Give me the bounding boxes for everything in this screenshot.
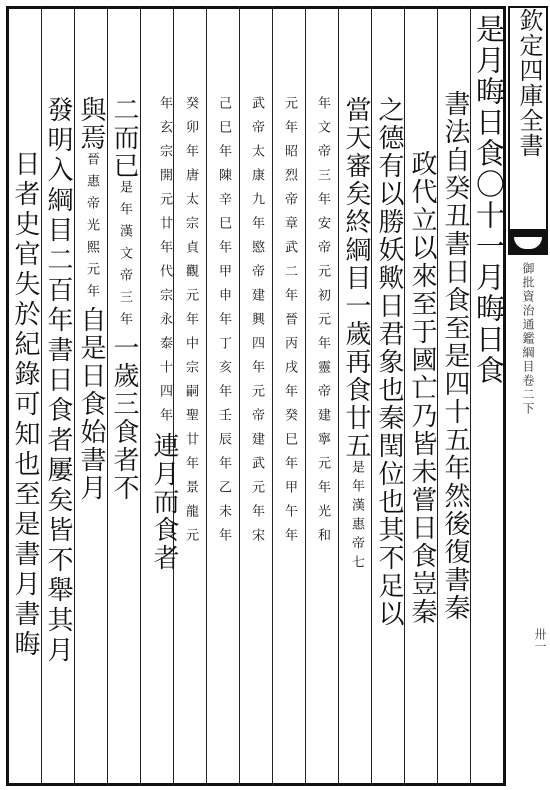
folio-number: 卅一 bbox=[533, 628, 547, 652]
column-rule bbox=[41, 6, 42, 786]
column-14-faming: 發明入綱目二百年書日食者屢矣皆不舉其月 bbox=[43, 96, 73, 666]
column-13-note: 晉惠帝光熙元年 bbox=[84, 152, 99, 306]
column-11 bbox=[150, 96, 178, 572]
column-4: 之德有以勝妖歟日君象也秦閏位也其不足以 bbox=[374, 96, 404, 628]
column-2-text: 自癸丑書日食至是四十五年然後復書秦 bbox=[440, 146, 470, 622]
column-10-note: 癸卯年唐太宗貞觀元年中宗嗣聖廿年景龍元 bbox=[183, 96, 198, 552]
column-rule bbox=[437, 6, 438, 786]
column-2 bbox=[441, 90, 469, 622]
book-name: 御批資治通鑑綱目 bbox=[521, 262, 535, 374]
column-13-text: 與焉 bbox=[76, 96, 106, 152]
book-header-title: 欽定四庫全書 bbox=[515, 8, 543, 158]
column-1-heading: 是月晦日食〇十一月晦日食 bbox=[472, 14, 506, 386]
column-3: 政代立以來至于國亡乃皆未嘗日食豈秦 bbox=[407, 150, 437, 626]
column-rule bbox=[206, 6, 207, 786]
column-12-tail: 一歲三食者不 bbox=[109, 334, 139, 502]
column-rule bbox=[239, 6, 240, 786]
column-5 bbox=[342, 96, 370, 574]
column-rule bbox=[305, 6, 306, 786]
column-rule bbox=[74, 6, 75, 786]
column-6-note: 年文帝三年安帝元初元年靈帝建寧元年光和 bbox=[315, 96, 330, 552]
column-rule bbox=[338, 6, 339, 786]
column-9-note: 己巳年陳辛巳年甲申年丁亥年壬辰年乙未年 bbox=[216, 96, 231, 552]
column-rule bbox=[470, 6, 471, 786]
column-rule bbox=[107, 6, 108, 786]
volume-number: 卷二下 bbox=[521, 374, 535, 416]
volume-label bbox=[520, 262, 537, 416]
column-rule bbox=[140, 6, 141, 786]
column-11-note: 年玄宗開元廿年代宗永泰十四年 bbox=[157, 96, 172, 432]
column-7-note: 元年昭烈帝章武二年晉丙戌年癸巳年甲午年 bbox=[282, 96, 297, 552]
column-5-note: 是年漢惠帝七 bbox=[349, 460, 364, 574]
column-8-note: 武帝太康九年愍帝建興四年元帝建武元年宋 bbox=[249, 96, 264, 552]
column-11-text: 連月而食者 bbox=[149, 432, 179, 572]
column-13 bbox=[77, 96, 105, 502]
shufa-label: 書法 bbox=[440, 90, 470, 146]
column-12-text: 二而已 bbox=[109, 96, 139, 180]
column-rule bbox=[272, 6, 273, 786]
column-rule bbox=[371, 6, 372, 786]
column-12-note: 是年漢文帝三年 bbox=[117, 180, 132, 334]
column-12 bbox=[110, 96, 138, 502]
fishtail-marker bbox=[508, 231, 548, 255]
column-13-tail: 自是日食始書月 bbox=[76, 306, 106, 502]
column-15: 日者史官失於紀錄可知也至是書月書晦 bbox=[10, 150, 40, 660]
column-5-text: 當天審矣終綱目一歲再食廿五 bbox=[341, 96, 371, 460]
column-rule bbox=[404, 6, 405, 786]
